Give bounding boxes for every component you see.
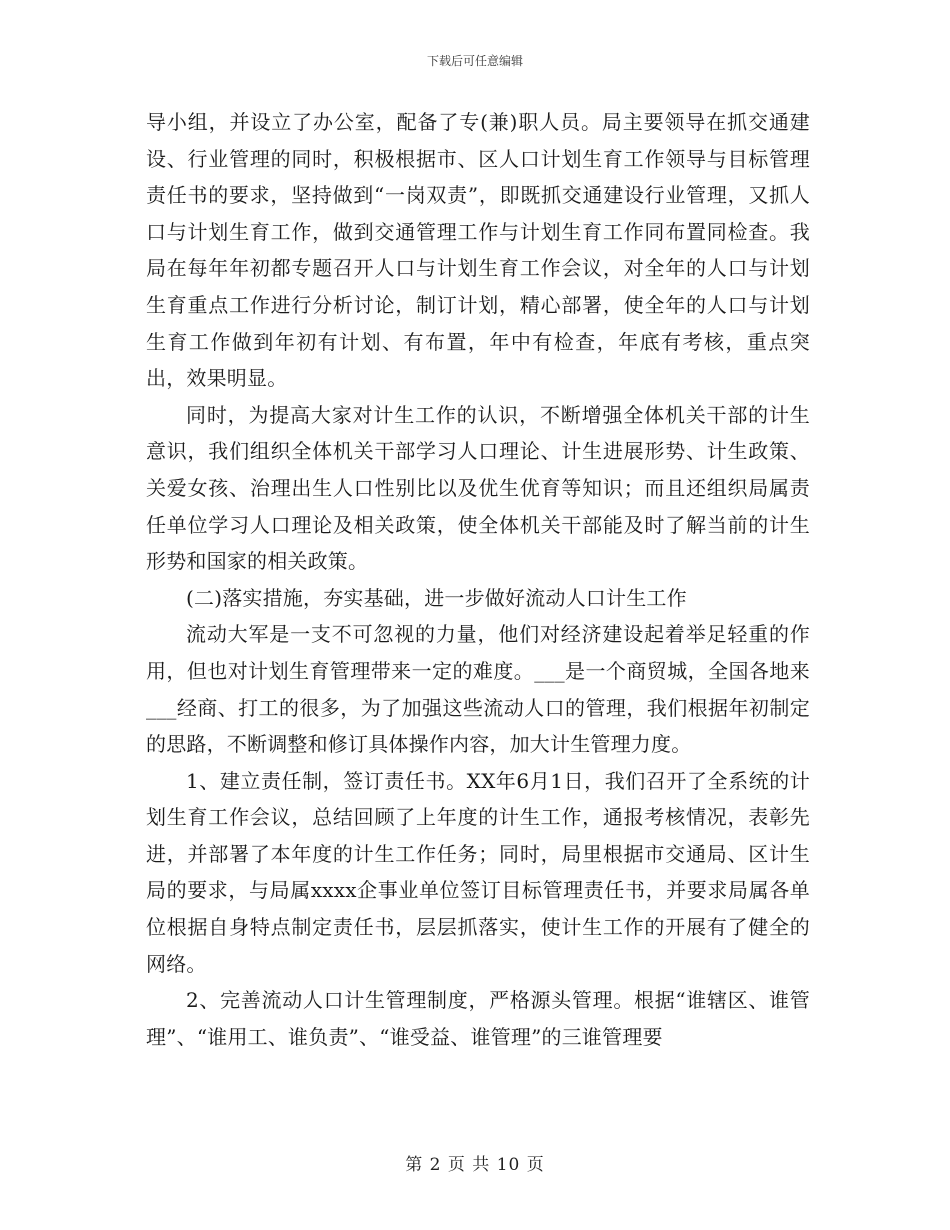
paragraph-awareness: 同时，为提高大家对计生工作的认识，不断增强全体机关干部的计生意识，我们组织全体机关干部学习人口理论、计生进展形势、计生政策、关爱女孩、治理出生人口性别比以及优生优育等知识；而且还组织局属责任单位学习人口理论及相关政策，使全体机关干部能及时了解当前的计生形势和国家的相关政策。 <box>146 402 810 574</box>
section-heading: (二)落实措施，夯实基础，进一步做好流动人口计生工作 <box>186 585 687 610</box>
page-header: 下载后可任意编辑 <box>426 54 523 68</box>
document-body <box>146 104 810 1055</box>
paragraph-responsibility: 1、建立责任制，签订责任书。XX年6月1日，我们召开了全系统的计划生育工作会议，总结回顾了上年度的计生工作，通报考核情况，表彰先进，并部署了本年度的计生工作任务；同时，局里根据市交通局、区计生局的要求，与局属xxxx企事业单位签订目标管理责任书，并要求局属各单位根据自身特点制定责任书，层层抓落实，使计生工作的开展有了健全的网络。 <box>146 768 810 976</box>
paragraph-leadership: 导小组，并设立了办公室，配备了专(兼)职人员。局主要领导在抓交通建设、行业管理的同时，积极根据市、区人口计划生育工作领导与目标管理责任书的要求，坚持做到“一岗双责”，即既抓交通建设行业管理，又抓人口与计划生育工作，做到交通管理工作与计划生育工作同布置同检查。我局在每年年初都专题召开人口与计划生育工作会议，对全年的人口与计划生育重点工作进行分析讨论，制订计划，精心部署，使全年的人口与计划生育工作做到年初有计划、有布置，年中有检查，年底有考核，重点突出，效果明显。 <box>146 110 810 391</box>
paragraph-management-system: 2、完善流动人口计生管理制度，严格源头管理。根据“谁辖区、谁管理”、“谁用工、谁负责”、“谁受益、谁管理”的三谁管理要 <box>146 988 810 1049</box>
paragraph-floating-population: 流动大军是一支不可忽视的力量，他们对经济建设起着举足轻重的作用，但也对计划生育管理带来一定的难度。___是一个商贸城，全国各地来___经商、打工的很多，为了加强这些流动人口的管理，我们根据年初制定的思路，不断调整和修订具体操作内容，加大计生管理力度。 <box>146 622 810 757</box>
page-number: 第 2 页 共 10 页 <box>405 1155 545 1175</box>
